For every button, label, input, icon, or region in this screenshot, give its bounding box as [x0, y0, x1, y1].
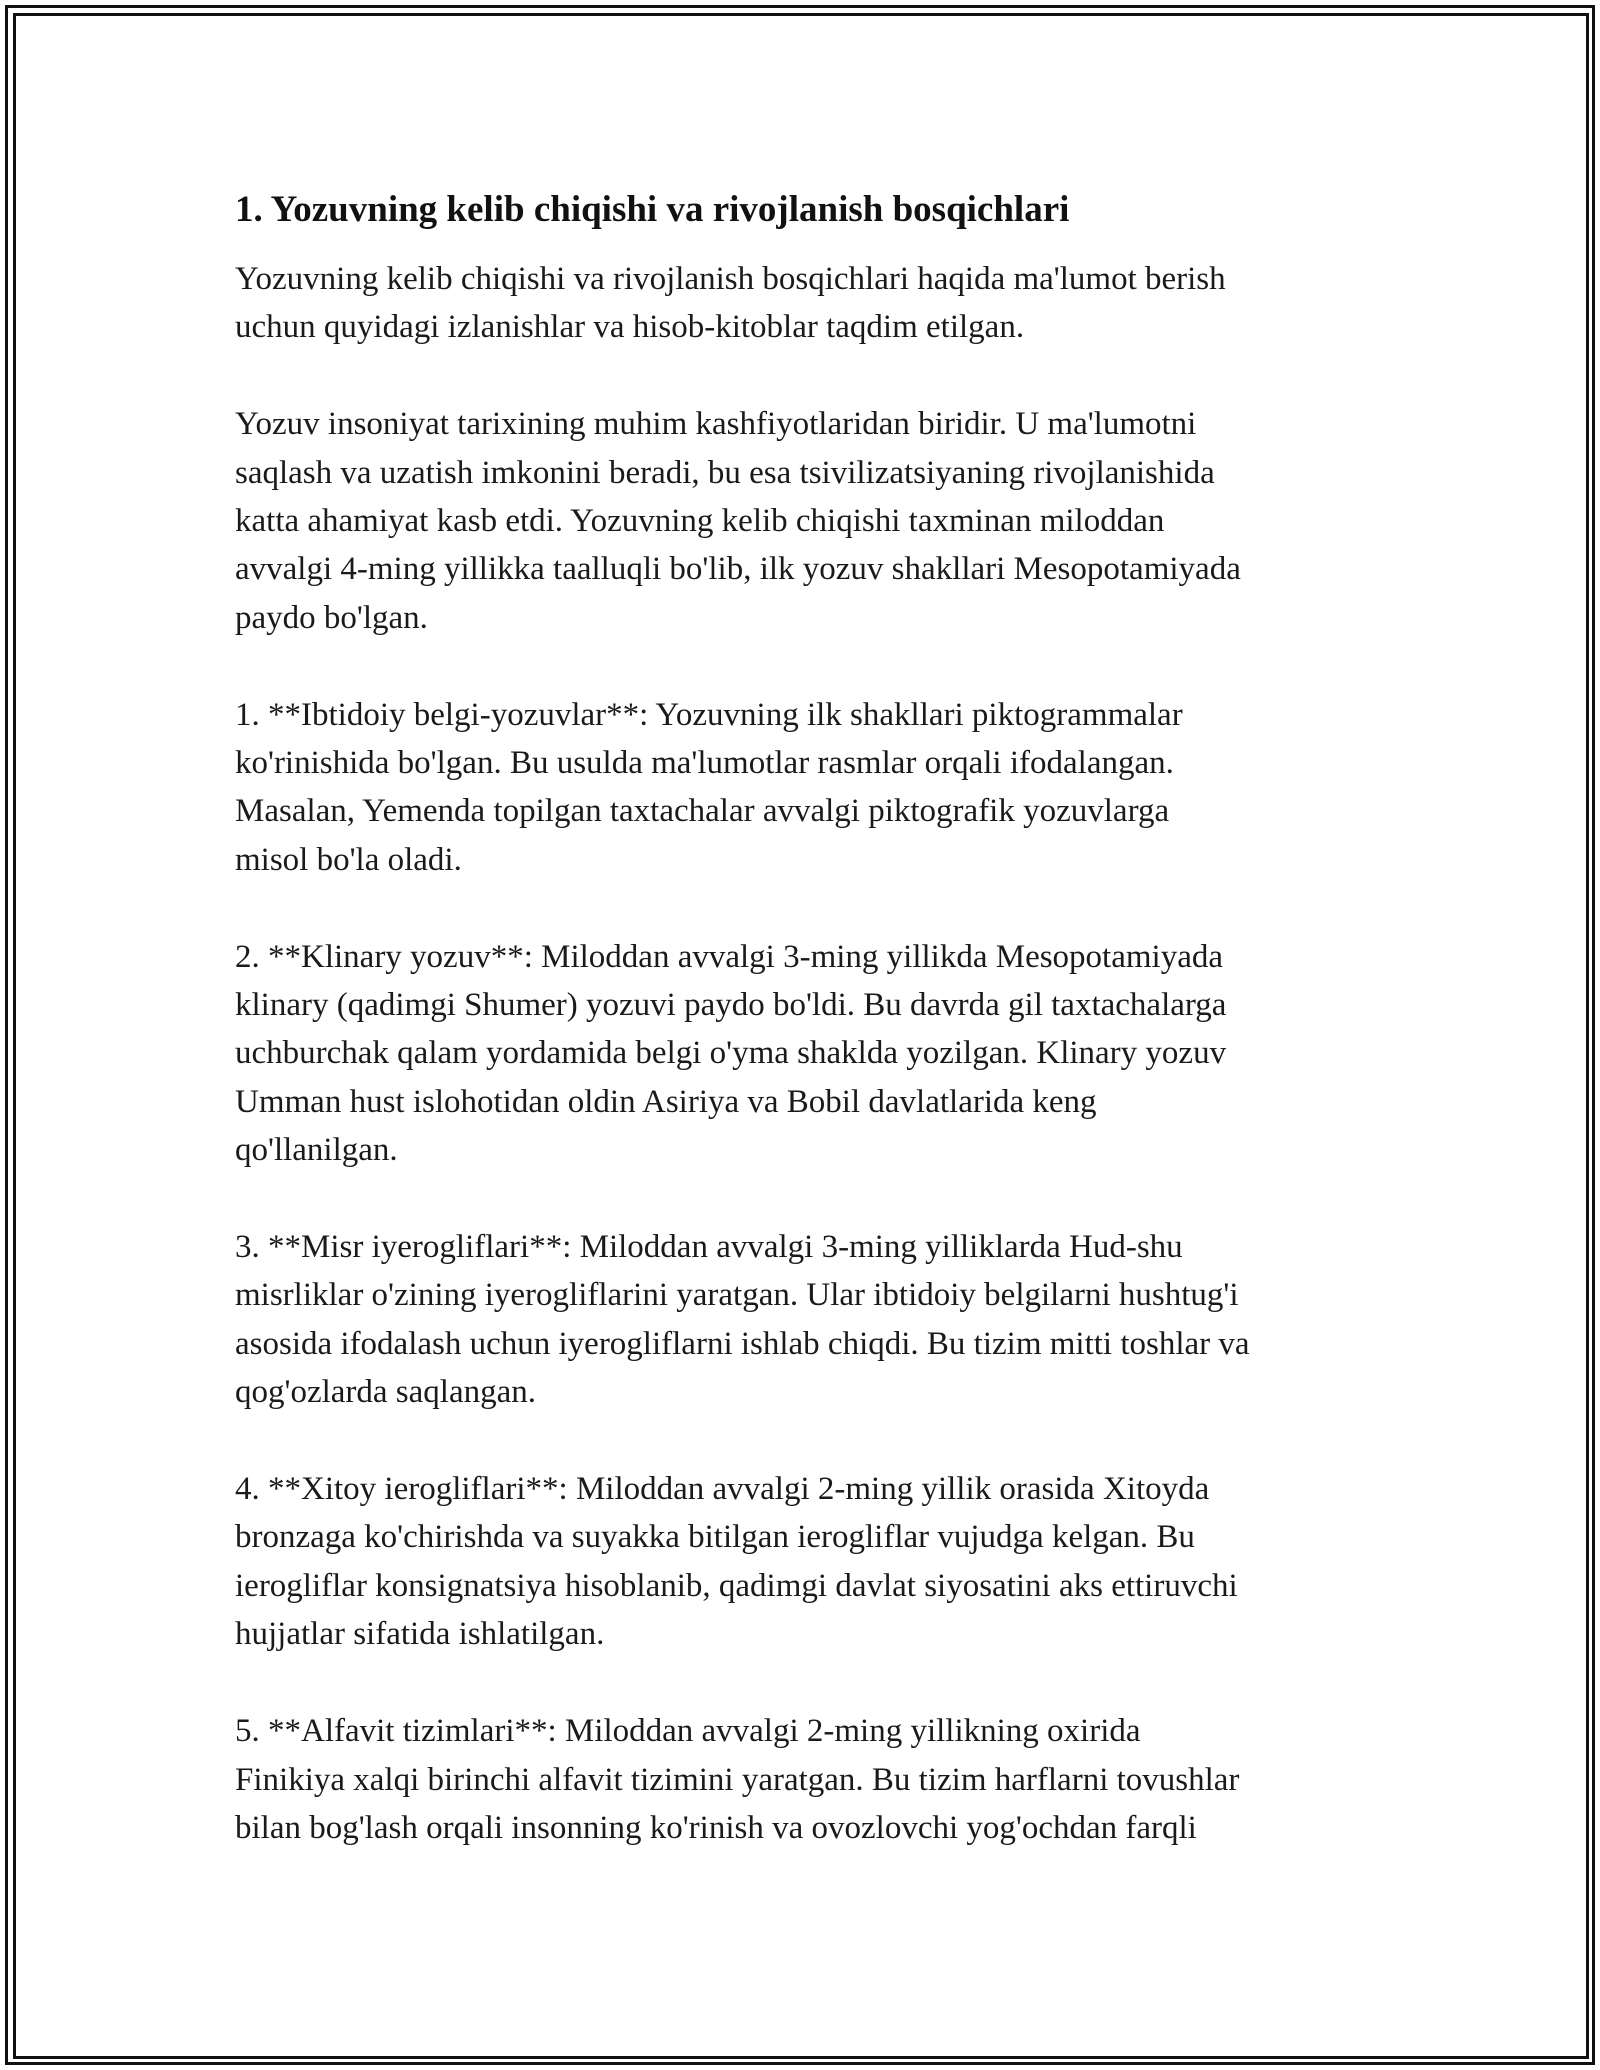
text-line: qog'ozlarda saqlangan. [235, 1374, 536, 1411]
list-item-paragraph [235, 1465, 1375, 1659]
list-item-paragraph [235, 1707, 1375, 1852]
text-line: 2. **Klinary yozuv**: Miloddan avvalgi 3-ming yillikda Mesopotamiyada [235, 938, 1224, 975]
text-line: asosida ifodalash uchun iyerogliflarni ishlab chiqdi. Bu tizim mitti toshlar va [235, 1325, 1250, 1362]
text-line: 5. **Alfavit tizimlari**: Miloddan avvalgi 2-ming yillikning oxirida [235, 1713, 1141, 1750]
text-line: saqlash va uzatish imkonini beradi, bu esa tsivilizatsiyaning rivojlanishida [235, 454, 1215, 491]
list-item-paragraph [235, 933, 1375, 1175]
text-line: qo'llanilgan. [235, 1132, 398, 1169]
list-item-paragraph [235, 691, 1375, 885]
text-line: hujjatlar sifatida ishlatilgan. [235, 1616, 605, 1653]
text-line: paydo bo'lgan. [235, 599, 428, 636]
text-line: 3. **Misr iyerogliflari**: Miloddan avvalgi 3-ming yilliklarda Hud-shu [235, 1229, 1183, 1266]
document-body [235, 186, 1375, 1901]
text-line: klinary (qadimgi Shumer) yozuvi paydo bo'ldi. Bu davrda gil taxtachalarga [235, 987, 1227, 1024]
text-line: misol bo'la oladi. [235, 841, 462, 878]
text-line: misrliklar o'zining iyerogliflarini yaratgan. Ular ibtidoiy belgilarni hushtug'i [235, 1277, 1239, 1314]
text-line: Umman hust islohotidan oldin Asiriya va Bobil davlatlarida keng [235, 1083, 1097, 1120]
text-line: Yozuvning kelib chiqishi va rivojlanish bosqichlari haqida ma'lumot berish [235, 261, 1226, 297]
text-line: ierogliflar konsignatsiya hisoblanib, qadimgi davlat siyosatini aks ettiruvchi [235, 1567, 1238, 1604]
text-line: Masalan, Yemenda topilgan taxtachalar avvalgi piktografik yozuvlarga [235, 793, 1170, 830]
text-line: Finikiya xalqi birinchi alfavit tizimini yaratgan. Bu tizim harflarni tovushlar [235, 1761, 1240, 1798]
text-line: 1. **Ibtidoiy belgi-yozuvlar**: Yozuvning ilk shakllari piktogrammalar [235, 696, 1183, 733]
text-line: uchun quyidagi izlanishlar va hisob-kitoblar taqdim etilgan. [235, 309, 1025, 346]
text-line: bilan bog'lash orqali insonning ko'rinish va ovozlovchi yog'ochdan farqli [235, 1809, 1197, 1846]
text-line: Yozuv insoniyat tarixining muhim kashfiyotlaridan biridir. U ma'lumotni [235, 406, 1197, 443]
intro-paragraph [235, 255, 1375, 352]
text-line: uchburchak qalam yordamida belgi o'yma shaklda yozilgan. Klinary yozuv [235, 1035, 1227, 1072]
text-line: bronzaga ko'chirishda va suyakka bitilgan ierogliflar vujudga kelgan. Bu [235, 1519, 1195, 1556]
text-line: ko'rinishida bo'lgan. Bu usulda ma'lumotlar rasmlar orqali ifodalangan. [235, 745, 1174, 782]
text-line: 4. **Xitoy ierogliflari**: Miloddan avvalgi 2-ming yillik orasida Xitoyda [235, 1471, 1210, 1508]
overview-paragraph [235, 400, 1375, 642]
text-line: avvalgi 4-ming yillikka taalluqli bo'lib, ilk yozuv shakllari Mesopotamiyada [235, 551, 1241, 588]
text-line: katta ahamiyat kasb etdi. Yozuvning kelib chiqishi taxminan miloddan [235, 503, 1165, 540]
document-title: 1. Yozuvning kelib chiqishi va rivojlanish bosqichlari [235, 189, 1070, 230]
list-item-paragraph [235, 1223, 1375, 1417]
